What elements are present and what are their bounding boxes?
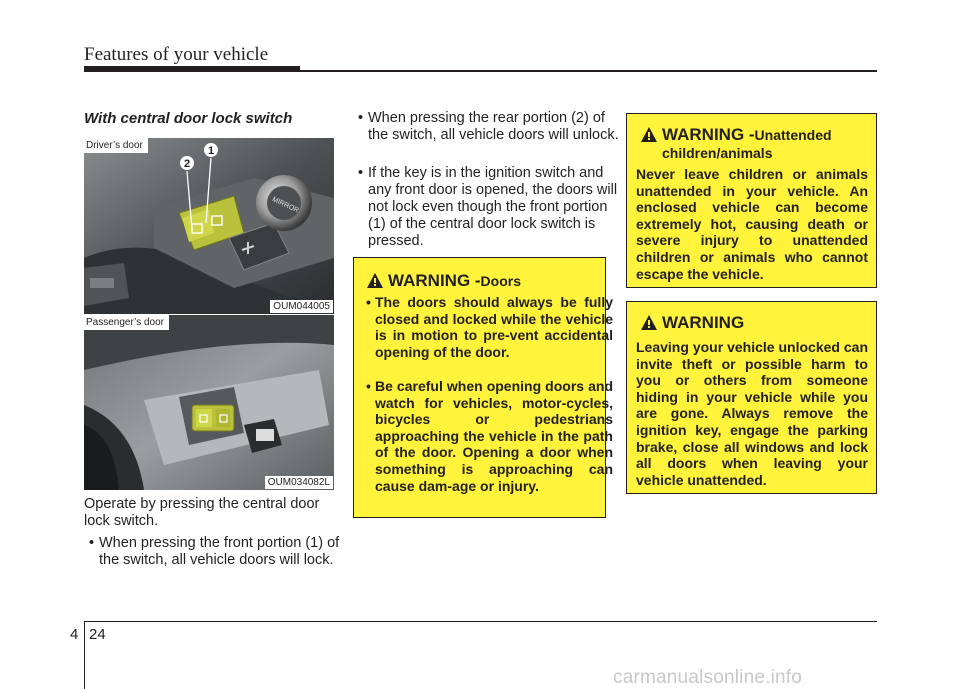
warning-children-heading [641, 125, 832, 145]
warning-doors-item-1: • The doors should always be fully closed and locked while the vehicle is in motion to pre-vent accidental opening of the door. [366, 294, 613, 360]
driver-door-illustration [84, 138, 334, 314]
warning-doors-item-2: • Be careful when opening doors and watch for vehicles, motor-cycles, bicycles or pedestrians approaching the vehicle in the path of the door. Opening a door when something is approaching can cause dam-age or injury. [366, 378, 613, 494]
warning-children-title: WARNING - [662, 125, 755, 144]
warning-children-text: Never leave children or animals unattended in your vehicle. An enclosed vehicle can become extremely hot, causing death or severe injury to unattended children or animals who cannot escape the vehicle. [636, 166, 868, 282]
header-rule-thin [300, 70, 877, 72]
warning-box-doors [353, 257, 613, 518]
chapter-number: 4 [70, 626, 79, 643]
driver-door-photo [84, 138, 334, 314]
warning-children-subtitle-line2: children/animals [662, 145, 773, 161]
callout-2: 2 [184, 158, 191, 170]
warning-unlocked-title: WARNING [662, 313, 745, 332]
footer-divider [84, 621, 85, 689]
warning-box-children [626, 113, 877, 288]
section-heading: With central door lock switch [84, 110, 293, 127]
driver-door-label: Driver’s door [84, 138, 148, 153]
passenger-door-illustration [84, 315, 334, 490]
operate-instruction: Operate by pressing the central door lock switch. [84, 496, 320, 529]
warning-triangle-icon [367, 273, 383, 288]
page-header-title: Features of your vehicle [84, 44, 269, 65]
passenger-door-label: Passenger’s door [84, 315, 169, 330]
warning-triangle-icon [641, 315, 657, 330]
warning-unlocked-text: Leaving your vehicle unlocked can invite theft or possible harm to you or others from someone hiding in your vehicle while you are gone. Always remove the ignition key, engage the parking brake, close all windows and lock all doors when leaving your vehicle unattended. [636, 339, 868, 488]
svg-text:MIRROR: MIRROR [271, 196, 300, 215]
passenger-door-photo [84, 315, 334, 490]
warning-doors-heading [367, 271, 521, 291]
watermark: carmanualsonline.info [613, 667, 803, 688]
header-rule-thick [84, 66, 300, 72]
warning-children-subtitle: Unattended [754, 127, 832, 143]
callout-1: 1 [208, 145, 215, 157]
driver-door-photo-code: OUM044005 [270, 300, 333, 313]
page-number: 24 [89, 626, 106, 643]
warning-doors-title: WARNING - [388, 271, 481, 290]
warning-unlocked-heading [641, 313, 744, 333]
warning-doors-subtitle: Doors [480, 273, 521, 289]
footer-rule [84, 621, 877, 622]
bullet-rear-portion: • When pressing the rear portion (2) of the switch, all vehicle doors will unlock. [358, 110, 619, 143]
bullet-front-portion: • When pressing the front portion (1) of the switch, all vehicle doors will lock. [89, 535, 340, 568]
bullet-key-in-ignition: • If the key is in the ignition switch and any front door is opened, the doors will not lock even though the front portion (1) of the central door lock switch is pressed. [358, 165, 618, 249]
warning-box-unlocked [626, 301, 877, 494]
warning-triangle-icon [641, 127, 657, 142]
passenger-door-photo-code: OUM034082L [265, 476, 333, 489]
